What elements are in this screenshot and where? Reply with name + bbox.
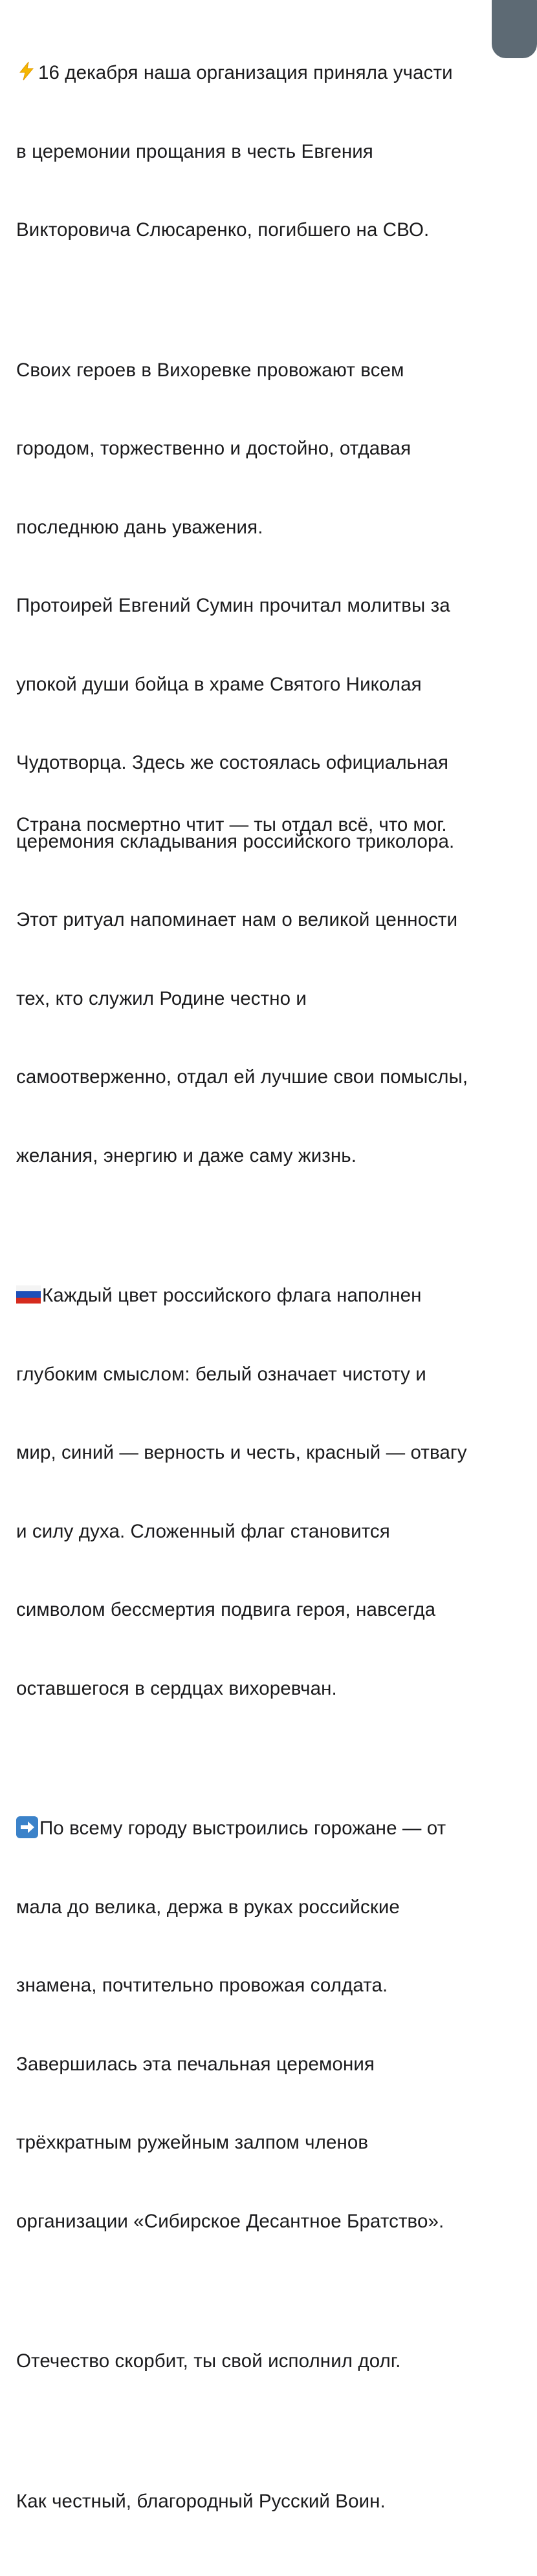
city-line-6: организации «Сибирское Десантное Братство».: [16, 2210, 444, 2232]
city-line-1: По всему городу выстроились горожане — от: [39, 1818, 446, 1839]
russian-flag-icon: [16, 1285, 41, 1304]
flag-line-3: мир, синий — верность и честь, красный — отвагу: [16, 1442, 467, 1463]
city-line-3: знамена, почтительно провожая солдата.: [16, 1975, 388, 1996]
ceremony-line-4: Протоирей Евгений Сумин прочитал молитвы за: [16, 595, 450, 616]
ceremony-line-5: упокой души бойца в храме Святого Николая: [16, 673, 422, 695]
ceremony-line-10: самоотверженно, отдал ей лучшие свои помыслы,: [16, 1066, 468, 1088]
ceremony-line-2: городом, торжественно и достойно, отдавая: [16, 438, 411, 459]
poem-line-1: Отечество скорбит, ты свой исполнил долг.: [16, 2350, 401, 2372]
paragraph-flag: [16, 1230, 527, 1754]
city-line-5: трёхкратным ружейным залпом членов: [16, 2132, 369, 2153]
ceremony-line-7: церемония складывания российского триколора.: [16, 830, 455, 852]
paragraph-poem-1: [16, 2296, 527, 2427]
paragraph-poem-2: [16, 2436, 527, 2568]
poem-line-3-cut: Страна посмертно чтит — ты отдал всё, что мог.: [16, 814, 447, 835]
ceremony-line-8: Этот ритуал напоминает нам о великой ценности: [16, 909, 458, 930]
paragraph-city: [16, 1763, 527, 2287]
lightning-icon: [16, 61, 37, 81]
ceremony-line-1: Своих героев в Вихоревке провожают всем: [16, 359, 404, 381]
flag-line-2: глубоким смыслом: белый означает чистоту и: [16, 1363, 426, 1385]
paragraph-ceremony: [16, 305, 527, 1222]
city-line-4: Завершилась эта печальная церемония: [16, 2053, 375, 2075]
flag-line-1: Каждый цвет российского флага наполнен: [42, 1285, 422, 1306]
city-line-2: мала до велика, держа в руках российские: [16, 1896, 400, 1918]
right-arrow-icon: [16, 1816, 38, 1838]
ceremony-line-9: тех, кто служил Родине честно и: [16, 987, 307, 1009]
flag-line-4: и силу духа. Сложенный флаг становится: [16, 1520, 390, 1542]
scroll-overlay-button[interactable]: [492, 0, 537, 58]
paragraph-intro: [16, 8, 527, 296]
poem-line-2: Как честный, благородный Русский Воин.: [16, 2490, 386, 2512]
flag-line-5: символом бессмертия подвига героя, навсегда: [16, 1599, 436, 1620]
ceremony-line-11: желания, энергию и даже саму жизнь.: [16, 1144, 357, 1166]
intro-line-3: Викторовича Слюсаренко, погибшего на СВО.: [16, 219, 430, 241]
ceremony-line-6: Чудотворца. Здесь же состоялась официальная: [16, 752, 449, 773]
ceremony-line-3: последнюю дань уважения.: [16, 516, 263, 538]
intro-line-1: 16 декабря наша организация приняла участи: [38, 62, 453, 83]
message-text: [16, 8, 527, 2576]
intro-line-2: в церемонии прощания в честь Евгения: [16, 140, 373, 162]
flag-line-6: оставшегося в сердцах вихоревчан.: [16, 1677, 337, 1699]
